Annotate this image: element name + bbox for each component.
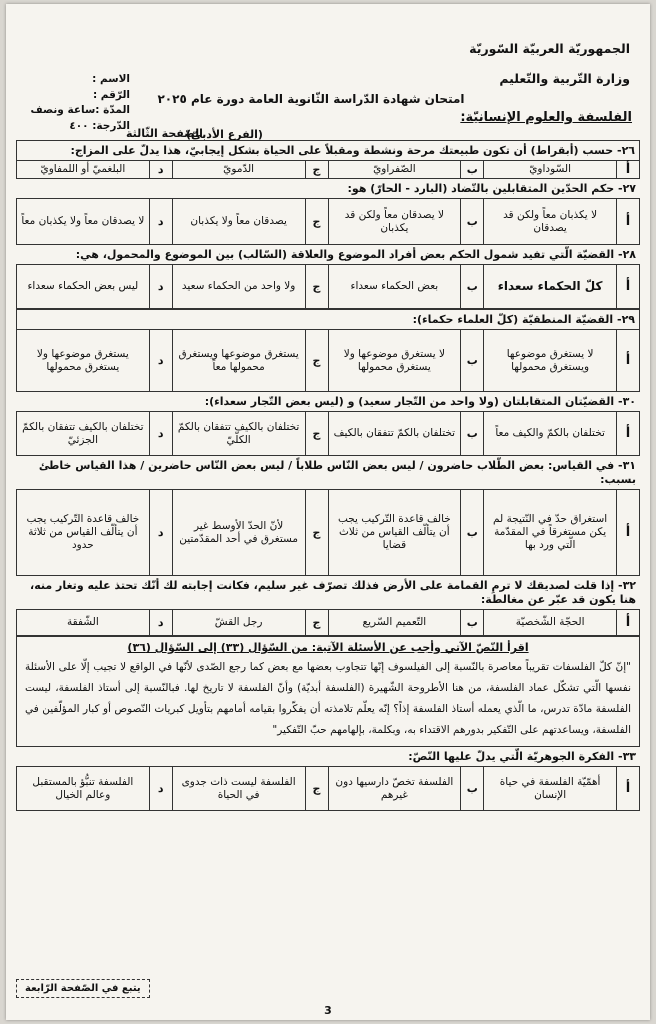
ministry-name: وزارة التّربية والتّعليم	[499, 71, 630, 86]
question-31-options	[16, 489, 640, 576]
question-27-options	[16, 198, 640, 245]
option-d[interactable]: يستغرق موضوعها ولا يستغرق محمولها	[17, 330, 150, 392]
question-33-options	[16, 766, 640, 811]
option-a[interactable]: أهمّيّة الفلسفة في حياة الإنسان	[484, 767, 617, 811]
option-b[interactable]: الفلسفة تخصّ دارسيها دون غيرهم	[328, 767, 461, 811]
option-letter: ج	[305, 610, 328, 636]
option-letter: د	[149, 199, 172, 245]
question-28-options	[16, 264, 640, 309]
header-right	[469, 34, 630, 94]
option-letter: د	[149, 490, 172, 576]
option-letter: ج	[305, 265, 328, 309]
option-letter: أ	[617, 610, 640, 636]
option-letter: ب	[461, 767, 484, 811]
option-letter: د	[149, 610, 172, 636]
option-letter: ب	[461, 330, 484, 392]
option-letter: أ	[617, 330, 640, 392]
option-c[interactable]: ولا واحد من الحكماء سعيد	[172, 265, 305, 309]
question-30-options	[16, 411, 640, 456]
duration-field: المدّة :ساعة ونصف	[30, 104, 130, 116]
option-d[interactable]: تختلفان بالكيف تتفقان بالكمّ الجزئيّ	[17, 412, 150, 456]
questions-container	[16, 140, 640, 811]
option-letter: د	[149, 330, 172, 392]
branch-label: (الفرع الأدبيّ)	[186, 128, 263, 141]
option-letter: ج	[305, 199, 328, 245]
option-c[interactable]: يصدقان معاً ولا يكذبان	[172, 199, 305, 245]
option-letter: أ	[617, 412, 640, 456]
option-letter: ج	[305, 330, 328, 392]
option-b[interactable]: خالف قاعدة التّركيب يجب أن يتألّف القياس من ثلاث قضايا	[328, 490, 461, 576]
option-letter: ب	[461, 199, 484, 245]
option-d[interactable]: ليس بعض الحكماء سعداء	[17, 265, 150, 309]
option-b[interactable]: تختلفان بالكمّ تتفقان بالكيف	[328, 412, 461, 456]
option-c[interactable]: تختلفان بالكيف تتفقان بالكمّ الكلّيّ	[172, 412, 305, 456]
student-fields	[20, 72, 130, 134]
option-c[interactable]: لأنّ الحدّ الأوسط غير مستغرق في أحد المقدّمتين	[172, 490, 305, 576]
option-letter: ب	[461, 610, 484, 636]
option-a[interactable]: تختلفان بالكمّ والكيف معاً	[484, 412, 617, 456]
option-d[interactable]: الشّفقة	[17, 610, 150, 636]
question-32-text: ٣٢- إذا قلت لصديقك لا ترمِ القمامة على الأرض فذلك تصرّف غير سليم، فكانت إجابته لك أنّك تحتذ عليه وتغار منه، هنا يكون قد عبّر عن مغالطة:	[30, 579, 636, 606]
option-a[interactable]: استغراق حدّ في النّتيجة لم يكن مستغرقاً في المقدّمة الّتي ورد بها	[484, 490, 617, 576]
option-c[interactable]: يستغرق موضوعها ويستغرق محمولها معاً	[172, 330, 305, 392]
question-27-text: ٢٧- حكم الحدّين المتقابلين بالتّضاد (البارد - الحارّ) هو:	[347, 182, 636, 195]
option-letter: ج	[305, 161, 328, 179]
exam-page	[6, 4, 650, 1020]
option-a[interactable]: الحجّة الشّخصيّة	[484, 610, 617, 636]
passage-body: "إنّ كلّ الفلسفات تقريباً معاصرة بالنّسبة إلى الفيلسوف إنّها تتجاوب بعضها مع بعض كما رجع الصّدى لأنّها في الواقع لا تجيب إلّا على الأسئلة نفسها الّتي تشكّل عماد الفلسفة، من هنا الأطروحة الشّهيرة (الفلسفة أبديّة) وأنّ الفلسفة لا تاريخ لها. فبالنّسبة إلى أستاذ الفلسفة، ليست الفلسفة مادّة تدرس، ما الّذي يعمله أستاذ الفلسفة إذاً؟ إنّه يعلّم تلامذته أن يفكّروا بقيامه أمامهم بتأويل كبريات النّصوص أو كبار المؤلّفين في الفلسفة، ويساعدتهم على التّفكير بدورهم الاقتداء به، وبكلمة، بإلهامهم حبّ التّفكير"	[25, 661, 631, 736]
number-field: الرّقم :	[92, 88, 130, 101]
question-29-options	[16, 329, 640, 392]
option-letter: ج	[305, 767, 328, 811]
question-28-text: ٢٨- القضيّة الّتي تفيد شمول الحكم بعض أفراد الموضوع والعلاقة (السّالب) بين الموضوع والمحمول، هي:	[75, 248, 636, 261]
option-a[interactable]: لا يكذبان معاً ولكن قد يصدقان	[484, 199, 617, 245]
question-29-text: ٢٩- القضيّة المنطقيّة (كلّ العلماء حكماء):	[16, 309, 640, 329]
option-c[interactable]: الدّمويّ	[172, 161, 305, 179]
grade-field: الدّرجة: ٤٠٠	[69, 119, 130, 132]
option-letter: ب	[461, 265, 484, 309]
option-c[interactable]: الفلسفة ليست ذات جدوى في الحياة	[172, 767, 305, 811]
option-letter: ج	[305, 412, 328, 456]
option-letter: د	[149, 767, 172, 811]
option-d[interactable]: لا يصدقان معاً ولا يكذبان معاً	[17, 199, 150, 245]
option-letter: د	[149, 412, 172, 456]
option-letter: أ	[617, 161, 640, 179]
option-b[interactable]: لا يصدقان معاً ولكن قد يكذبان	[328, 199, 461, 245]
option-b[interactable]: الصّفراويّ	[328, 161, 461, 179]
name-field: الاسم :	[92, 73, 130, 85]
option-a[interactable]: كلّ الحكماء سعداء	[484, 265, 617, 309]
option-b[interactable]: لا يستغرق موضوعها ولا يستغرق محمولها	[328, 330, 461, 392]
page-label: الصّفحة الثّالثة	[126, 127, 203, 140]
question-33-text: ٣٣- الفكرة الجوهريّة الّتي يدلّ عليها النّصّ:	[408, 750, 636, 763]
option-letter: ب	[461, 161, 484, 179]
option-letter: أ	[617, 767, 640, 811]
option-letter: أ	[617, 265, 640, 309]
exam-title: امتحان شهادة الدّراسة الثّانوية العامة دورة عام ٢٠٢٥	[157, 92, 465, 106]
option-letter: ب	[461, 490, 484, 576]
option-d[interactable]: الفلسفة تنبُّؤ بالمستقبل وعالم الخيال	[17, 767, 150, 811]
continue-note: يتبع في الصّفحة الرّابعة	[16, 979, 150, 998]
question-31-text: ٣١- في القياس: بعض الطّلاب حاضرون / ليس بعض النّاس طلاباً / ليس بعض النّاس حاضرين / هذا القياس خاطئ بسبب:	[38, 459, 636, 486]
subject-title: الفلسفة والعلوم الإنسانيّة:	[460, 110, 632, 125]
option-b[interactable]: التّعميم السّريع	[328, 610, 461, 636]
question-26-text: ٢٦- حسب (أبقراط) أن تكون طبيعتك مرحة ونشطة ومقبلاً على الحياة بشكل إيجابيّ، هذا يدلّ على المزاج:	[16, 140, 640, 160]
option-letter: ج	[305, 490, 328, 576]
page-number: 3	[324, 1004, 332, 1017]
question-30-text: ٣٠- القضيّتان المتقابلتان (ولا واحد من التّجار سعيد) و (ليس بعض التّجار سعداء):	[204, 395, 636, 408]
option-a[interactable]: السّوداويّ	[484, 161, 617, 179]
option-a[interactable]: لا يستغرق موضوعها ويستغرق محمولها	[484, 330, 617, 392]
option-letter: د	[149, 265, 172, 309]
option-letter: د	[149, 161, 172, 179]
option-letter: أ	[617, 199, 640, 245]
option-c[interactable]: رجل القشّ	[172, 610, 305, 636]
option-d[interactable]: خالف قاعدة التّركيب يجب أن يتألّف القياس من ثلاثة حدود	[17, 490, 150, 576]
passage-title: اقرأ النّصّ الآتي وأجب عن الأسئلة الآتية: من السّؤال (٣٣) إلى السّؤال (٣٦)	[127, 641, 529, 654]
option-d[interactable]: البلغميّ أو اللمفاويّ	[17, 161, 150, 179]
option-letter: ب	[461, 412, 484, 456]
option-letter: أ	[617, 490, 640, 576]
question-26-options	[16, 160, 640, 179]
question-32-options	[16, 609, 640, 636]
option-b[interactable]: بعض الحكماء سعداء	[328, 265, 461, 309]
republic-name: الجمهوريّة العربيّة السّوريّة	[469, 41, 630, 56]
reading-passage	[16, 636, 640, 747]
